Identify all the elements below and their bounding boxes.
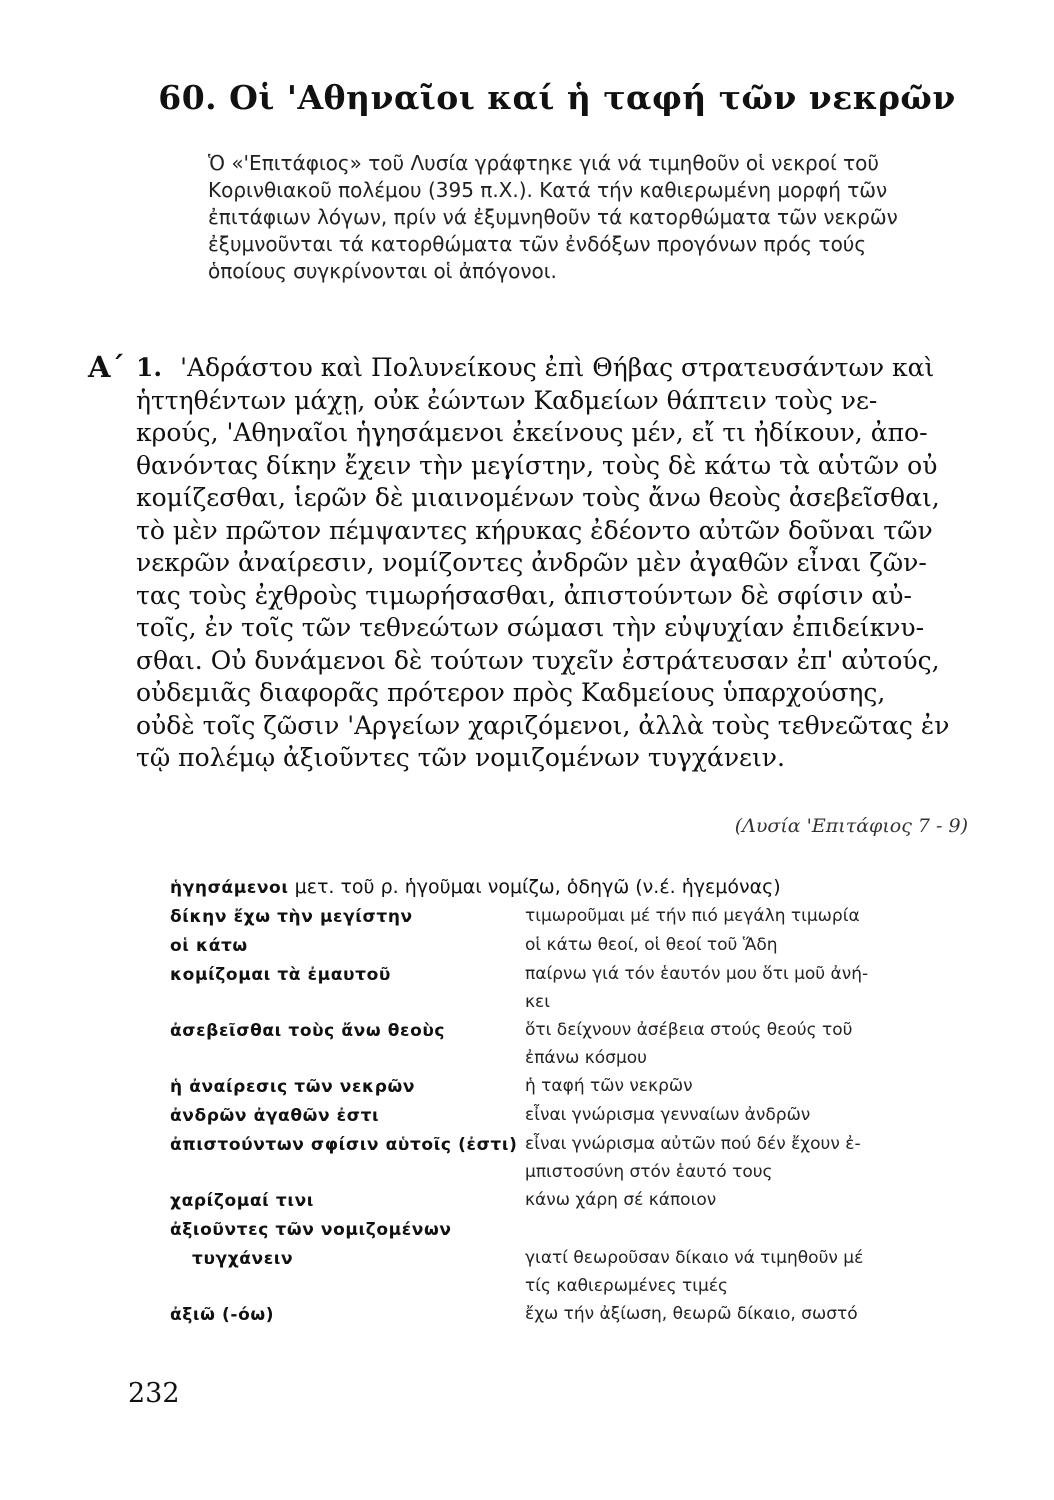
glossary-term: οἱ κάτω	[170, 936, 248, 956]
glossary-row	[170, 1300, 980, 1329]
intro-line: Κορινθιακοῦ πολέμου (395 π.Χ.). Κατά τήν καθιερωμένη μορφή τῶν	[208, 178, 888, 202]
glossary-row	[170, 960, 980, 1016]
glossary-row	[170, 1072, 980, 1101]
glossary-term: κομίζομαι τὰ ἐμαυτοῦ	[170, 965, 391, 985]
main-line: κρούς, 'Αθηναῖοι ἡγησάμενοι ἐκείνους μέν, εἴ τι ἠδίκουν, ἀπο-	[136, 418, 928, 447]
glossary-row	[170, 902, 980, 931]
glossary-term: τυγχάνειν	[192, 1249, 294, 1269]
glossary-definition	[525, 931, 965, 959]
intro-line: ἐξυμνοῦνται τά κατορθώματα τῶν ἐνδόξων προγόνων πρός τούς	[208, 232, 867, 256]
glossary-definition	[525, 1300, 965, 1328]
definition-line: εἶναι γνώρισμα γενναίων ἀνδρῶν	[525, 1105, 811, 1125]
intro-line: ὁποίους συγκρίνονται οἱ ἀπόγονοι.	[208, 259, 557, 283]
glossary-row	[170, 1130, 980, 1186]
definition-line: κει	[525, 992, 550, 1012]
glossary-row	[170, 1101, 980, 1130]
glossary-term: χαρίζομαί τινι	[170, 1191, 314, 1211]
main-line: τῷ πολέμῳ ἀξιοῦντες τῶν νομιζομένων τυγχάνειν.	[136, 743, 785, 772]
intro-line: ἐπιτάφιων λόγων, πρίν νά ἐξυμνηθοῦν τά κατορθώματα τῶν νεκρῶν	[208, 205, 898, 229]
page-title: 60. Οἱ 'Αθηναῖοι καί ἡ ταφή τῶν νεκρῶν	[158, 78, 956, 117]
intro-paragraph	[208, 150, 988, 285]
glossary-definition	[525, 1101, 965, 1129]
definition-line: μπιστοσύνη στόν ἑαυτό τους	[525, 1162, 773, 1182]
glossary-term: ἡγησάμενοι	[170, 878, 289, 898]
main-line: τοῖς, ἐν τοῖς τῶν τεθνεώτων σώμασι τὴν εὐψυχίαν ἐπιδείκνυ-	[136, 613, 925, 642]
main-line: ἡττηθέντων μάχῃ, οὐκ ἐώντων Καδμείων θάπτειν τοὺς νε-	[136, 385, 878, 415]
glossary-row	[170, 931, 980, 960]
glossary-term: ἀνδρῶν ἀγαθῶν ἐστι	[170, 1106, 380, 1126]
definition-line: ὅτι δείχνουν ἀσέβεια στούς θεούς τοῦ	[525, 1020, 853, 1040]
definition-line: οἱ κάτω θεοί, οἱ θεοί τοῦ Ἅδη	[525, 935, 778, 955]
definition-line: ἐπάνω κόσμου	[525, 1048, 648, 1068]
main-line: θανόντας δίκην ἔχειν τὴν μεγίστην, τοὺς δὲ κάτω τὰ αὑτῶν οὐ	[136, 450, 938, 480]
glossary-definition	[525, 960, 965, 1016]
main-text	[136, 352, 976, 775]
main-line: τὸ μὲν πρῶτον πέμψαντες κήρυκας ἐδέοντο αὐτῶν δοῦναι τῶν	[136, 515, 933, 545]
glossary-definition	[525, 1016, 965, 1072]
definition-line: τίς καθιερωμένες τιμές	[525, 1276, 729, 1296]
glossary-inline-definition: μετ. τοῦ ρ. ἡγοῦμαι νομίζω, ὁδηγῶ (ν.έ. ἡγεμόνας)	[294, 876, 781, 898]
definition-line: παίρνω γιά τόν ἑαυτόν μου ὅτι μοῦ ἀνή-	[525, 964, 869, 984]
definition-line: τιμωροῦμαι μέ τήν πιό μεγάλη τιμωρία	[525, 906, 860, 926]
glossary-term: δίκην ἔχω τὴν μεγίστην	[170, 907, 413, 927]
glossary-row	[170, 1016, 980, 1072]
paragraph-number: 1.	[136, 353, 163, 382]
main-line: οὐδεμιᾶς διαφορᾶς πρότερον πρὸς Καδμείους ὑπαρχούσης,	[136, 678, 886, 707]
glossary-row	[170, 1215, 980, 1244]
glossary-row	[170, 873, 980, 902]
glossary	[170, 873, 980, 1329]
source-citation: (Λυσία 'Επιτάφιος 7 - 9)	[734, 815, 968, 837]
glossary-definition	[525, 1244, 965, 1300]
glossary-row	[170, 1244, 980, 1300]
main-line: σθαι. Οὐ δυνάμενοι δὲ τούτων τυχεῖν ἐστράτευσαν ἐπ' αὐτούς,	[136, 645, 940, 675]
main-line-text: 'Αδράστου καὶ Πολυνείκους ἐπὶ Θήβας στρατευσάντων καὶ	[180, 353, 935, 382]
main-line: τας τοὺς ἐχθροὺς τιμωρήσασθαι, ἀπιστούντων δὲ σφίσιν αὐ-	[136, 580, 912, 610]
glossary-term: ἀξιῶ (-όω)	[170, 1305, 275, 1325]
intro-line: Ὁ «'Επιτάφιος» τοῦ Λυσία γράφτηκε γιά νά τιμηθοῦν οἱ νεκροί τοῦ	[208, 151, 879, 175]
main-line: νεκρῶν ἀναίρεσιν, νομίζοντες ἀνδρῶν μὲν ἀγαθῶν εἶναι ζῶν-	[136, 548, 927, 577]
main-line	[136, 352, 976, 385]
glossary-definition	[525, 1130, 965, 1186]
definition-line: ἡ ταφή τῶν νεκρῶν	[525, 1076, 693, 1096]
section-marker: Α΄	[88, 350, 126, 384]
main-line: οὐδὲ τοῖς ζῶσιν 'Αργείων χαριζόμενοι, ἀλλὰ τοὺς τεθνεῶτας ἐν	[136, 710, 950, 740]
glossary-term: ἡ ἀναίρεσις τῶν νεκρῶν	[170, 1077, 416, 1097]
glossary-term: ἀπιστούντων σφίσιν αὑτοῖς (ἐστι)	[170, 1135, 518, 1155]
glossary-definition	[525, 1072, 965, 1100]
glossary-term: ἀξιοῦντες τῶν νομιζομένων	[170, 1220, 452, 1240]
definition-line: ἔχω τήν ἀξίωση, θεωρῶ δίκαιο, σωστό	[525, 1304, 858, 1324]
glossary-definition	[525, 902, 965, 930]
definition-line: κάνω χάρη σέ κάποιον	[525, 1190, 717, 1210]
definition-line: εἶναι γνώρισμα αὐτῶν πού δέν ἔχουν ἐ-	[525, 1134, 861, 1154]
glossary-definition	[525, 1186, 965, 1214]
glossary-term: ἀσεβεῖσθαι τοὺς ἄνω θεοὺς	[170, 1021, 446, 1041]
main-line: κομίζεσθαι, ἱερῶν δὲ μιαινομένων τοὺς ἄνω θεοὺς ἀσεβεῖσθαι,	[136, 483, 940, 512]
definition-line: γιατί θεωροῦσαν δίκαιο νά τιμηθοῦν μέ	[525, 1248, 864, 1268]
glossary-row	[170, 1186, 980, 1215]
page-number: 232	[128, 1378, 180, 1409]
